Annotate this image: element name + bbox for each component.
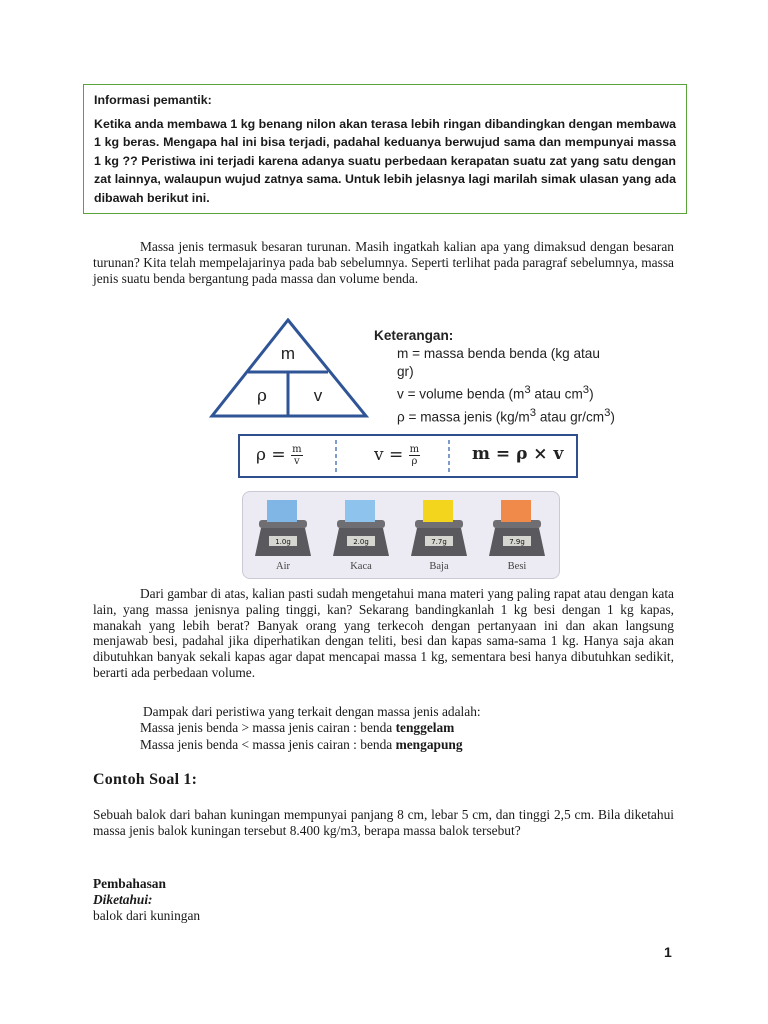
formula-density: ρ = $\frac{m}{v}$	[256, 444, 302, 467]
triangle-mass-symbol: m	[280, 344, 296, 363]
scale-label-glass: Kaca	[350, 561, 372, 572]
intro-paragraph: Massa jenis termasuk besaran turunan. Masih ingatkah kalian apa yang dimaksud dengan besaran turunan? Kita telah mempelajarinya pada bab sebelumnya. Seperti terlihat pada paragraf sebelumnya, massa jenis suatu benda bergantung pada massa dan volume benda.	[93, 239, 674, 286]
svg-text:7.7g: 7.7g	[431, 538, 447, 546]
example-heading: Contoh Soal 1:	[93, 771, 198, 788]
impact-line-float: Massa jenis benda < massa jenis cairan : benda mengapung	[140, 737, 463, 752]
example-problem: Sebuah balok dari bahan kuningan mempunyai panjang 8 cm, lebar 5 cm, dan tinggi 2,5 cm. Bila diketahui massa jenis balok kuningan tersebut 8.400 kg/m3, berapa massa balok tersebut?	[93, 807, 674, 838]
impact-line-sink: Massa jenis benda > massa jenis cairan : benda tenggelam	[140, 720, 455, 735]
known-item: balok dari kuningan	[93, 908, 201, 923]
svg-text:7.9g: 7.9g	[509, 538, 525, 546]
formula-volume: v = $\frac{m}{\rho}$	[374, 444, 420, 467]
cube-iron	[501, 500, 531, 522]
svg-text:1.0g: 1.0g	[275, 538, 291, 546]
impact-intro: Dampak dari peristiwa yang terkait dengan massa jenis adalah:	[143, 704, 481, 719]
info-box	[83, 84, 687, 214]
figure-legend	[374, 327, 620, 426]
cube-glass	[345, 500, 375, 522]
formula-mass: m = ρ × v	[472, 444, 564, 464]
triangle-volume-symbol: v	[313, 386, 323, 405]
scale-glass	[333, 500, 389, 556]
info-box-title: Informasi pemantik:	[94, 93, 212, 107]
density-triangle	[208, 318, 378, 428]
scale-label-iron: Besi	[507, 561, 527, 572]
density-figure	[200, 316, 620, 578]
svg-text:2.0g: 2.0g	[353, 538, 369, 546]
legend-title: Keterangan:	[374, 328, 454, 343]
scale-label-air: Air	[276, 561, 290, 572]
scale-steel	[411, 500, 467, 556]
scales-image	[242, 491, 560, 579]
legend-item-density: ρ = massa jenis ($kg/m^3$ atau $gr/cm^3$)	[397, 406, 615, 425]
solution-title: Pembahasan	[93, 876, 166, 891]
scale-air	[255, 500, 311, 556]
scale-label-steel: Baja	[429, 561, 449, 572]
page-number: 1	[664, 944, 672, 960]
legend-item-volume: v = volume benda ($m^3$ atau $cm^3$)	[397, 384, 594, 402]
formula-bar	[238, 434, 578, 478]
scale-iron	[489, 500, 545, 556]
info-box-text: Ketika anda membawa 1 kg benang nilon akan terasa lebih ringan dibandingkan dengan membawa 1 kg beras. Mengapa hal ini bisa terjadi, padahal keduanya berwujud sama dan mempunyai massa 1 kg ?? Peristiwa ini terjadi karena adanya suatu perbedaan kerapatan suatu zat yang satu dengan zat lainnya, walaupun wujud zatnya sama. Untuk lebih jelasnya lagi marilah simak ulasan yang ada dibawah berikut ini.	[94, 116, 676, 205]
legend-item-mass: m = massa benda benda (kg atau gr)	[397, 346, 600, 379]
known-label: Diketahui:	[93, 892, 153, 907]
discussion-paragraph: Dari gambar di atas, kalian pasti sudah mengetahui mana materi yang paling rapat atau dengan kata lain, yang massa jenisnya paling tinggi, kan? Sekarang bandingkanlah 1 kg besi dengan 1 kg kapas, manakah yang lebih berat? Banyak orang yang terkecoh dengan pertanyaan ini dan akan langsung menjawab besi, padahal jika diperhatikan dengan teliti, besi dan kapas sama-sama 1 kg. Hanya saja akan dibutuhkan banyak sekali kapas agar dapat mencapai massa 1 kg, sementara besi hanya dibutuhkan sedikit, berarti ada perbedaan volume.	[93, 586, 674, 680]
triangle-density-symbol: ρ	[257, 386, 267, 406]
cube-steel	[423, 500, 453, 522]
cube-air	[267, 500, 297, 522]
